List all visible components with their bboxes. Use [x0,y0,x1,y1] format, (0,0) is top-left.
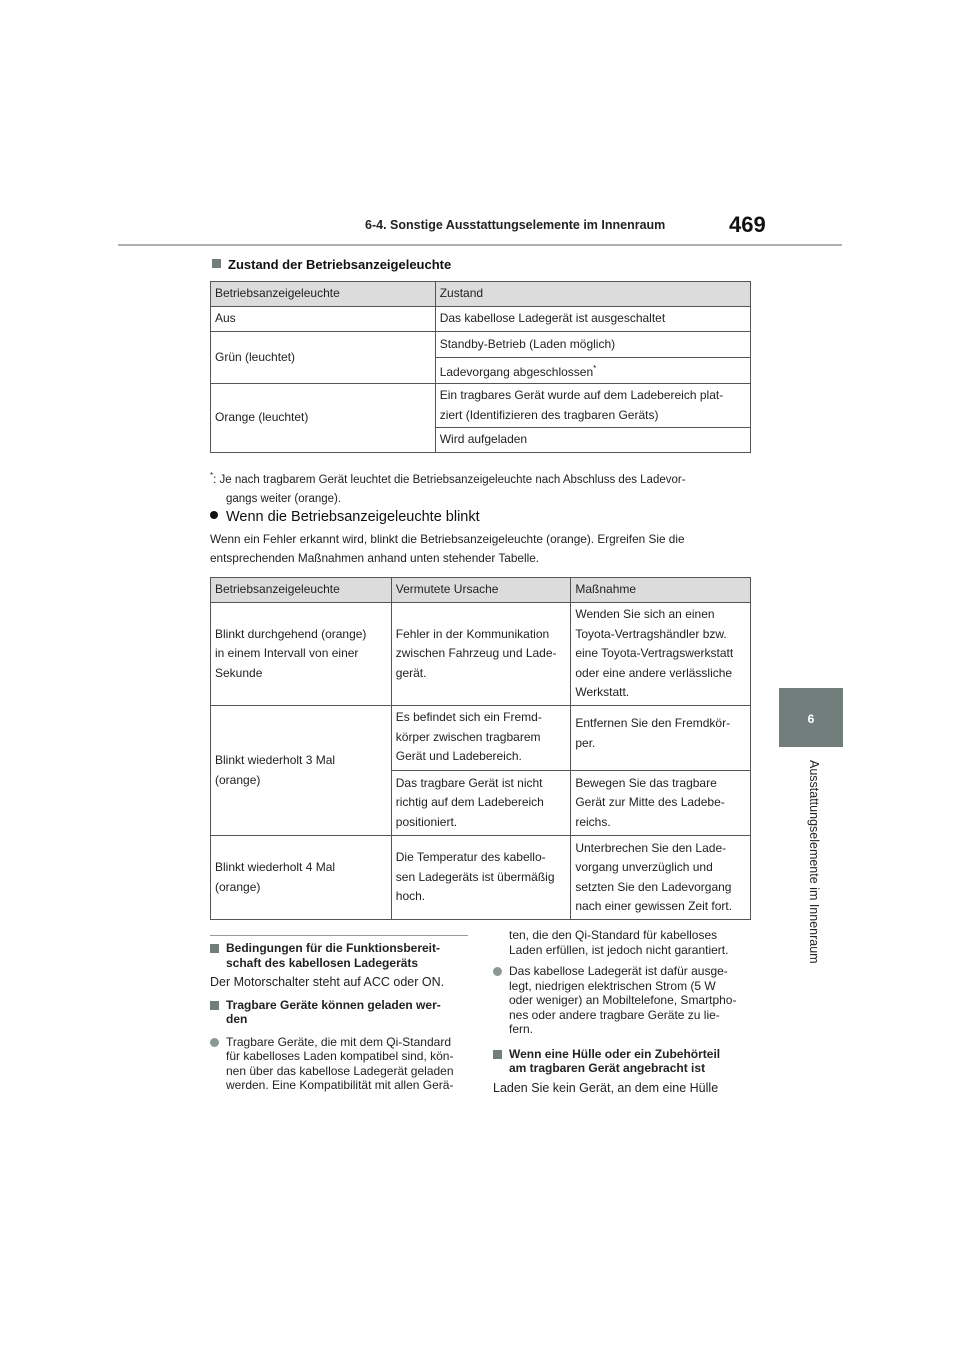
footnote: *: Je nach tragbarem Gerät leuchtet die Betriebsanzeigeleuchte nach Abschluss des Ladevor- gangs weiter (orange). [210,471,686,505]
table-cell: Bewegen Sie das tragbare Gerät zur Mitte des Ladebe- reichs. [571,771,751,836]
table-header-cell: Maßnahme [571,578,751,603]
bullet-item: Tragbare Geräte, die mit dem Qi-Standard für kabelloses Laden kompatibel sind, kön- nen über das kabellose Ladegerät geladen werden. Eine Kompatibilität mit allen Gerä- [210,1035,472,1093]
page-number: 469 [729,212,766,237]
table-cell: Blinkt durchgehend (orange) in einem Intervall von einer Sekunde [211,603,392,706]
table-row [211,384,751,428]
bullet-dot-icon [210,1038,219,1047]
table-cell: Ladevorgang abgeschlossen* [435,358,750,384]
table-cell: Aus [211,307,436,332]
table-cell: Die Temperatur des kabello- sen Ladegeräts ist übermäßig hoch. [391,836,571,920]
chapter-label-text: Ausstattungselemente im Innenraum [807,760,821,964]
table-cell: Orange (leuchtet) [211,384,436,453]
table-row [211,307,751,332]
table-cell: Blinkt wiederholt 4 Mal (orange) [211,836,392,920]
notes-right-column [493,928,755,1095]
square-bullet-icon [493,1050,502,1059]
note-text: Laden Sie kein Gerät, an dem eine Hülle [493,1080,719,1095]
table-cell: Ein tragbares Gerät wurde auf dem Ladebereich plat- ziert (Identifizieren des tragbaren Geräts) [435,384,750,428]
table-cell: Blinkt wiederholt 3 Mal (orange) [211,706,392,836]
section2-intro: Wenn ein Fehler erkannt wird, blinkt die Betriebsanzeigeleuchte (orange). Ergreifen Sie die entsprechenden Maßnahmen anhand unten stehender Tabelle. [210,532,685,565]
table-cell: Unterbrechen Sie den Lade- vorgang unverzüglich und setzten Sie den Ladevorgang nach einer gewissen Zeit fort. [571,836,751,920]
notes-divider [210,935,468,936]
notes-left-column [210,941,472,1093]
table-cell: Das tragbare Gerät ist nicht richtig auf dem Ladebereich positioniert. [391,771,571,836]
table-header-cell: Betriebsanzeigeleuchte [211,282,436,307]
status-table [210,281,751,453]
header-divider [118,244,842,246]
table-cell: Grün (leuchtet) [211,332,436,384]
table-cell: Fehler in der Kommunikation zwischen Fahrzeug und Lade- gerät. [391,603,571,706]
table-cell: Standby-Betrieb (Laden möglich) [435,332,750,358]
bullet-continuation: ten, die den Qi-Standard für kabelloses Laden erfüllen, ist jedoch nicht garantiert. [509,928,729,957]
table-row [211,332,751,358]
table-row [211,603,751,706]
table-header-cell: Zustand [435,282,750,307]
chapter-side-label [804,760,824,1020]
table-row [211,706,751,771]
table-row [211,836,751,920]
table-cell: Wenden Sie sich an einen Toyota-Vertragshändler bzw. eine Toyota-Vertragswerkstatt oder eine andere verlässliche Werkstatt. [571,603,751,706]
section-title: 6-4. Sonstige Ausstattungselemente im Innenraum [365,218,666,232]
table-cell: Wird aufgeladen [435,428,750,453]
bullet-icon [210,511,218,519]
table-header-row [211,282,751,307]
bullet-item: Das kabellose Ladegerät ist dafür ausge- legt, niedrigen elektrischen Strom (5 W oder weniger) an Mobiltelefone, Smartpho- nes oder andere tragbare Geräte zu lie- fern. [493,964,755,1037]
section2-heading: Wenn die Betriebsanzeigeleuchte blinkt [210,509,480,525]
square-bullet-icon [210,944,219,953]
footnote-marker: * [593,363,597,373]
note-heading: Bedingungen für die Funktionsbereit- schaft des kabellosen Ladegeräts [210,941,472,970]
chapter-number: 6 [807,712,815,726]
table-cell: Es befindet sich ein Fremd- körper zwischen tragbarem Gerät und Ladebereich. [391,706,571,771]
note-heading: Tragbare Geräte können geladen wer- den [210,998,472,1027]
blink-table [210,577,751,920]
table-cell: Das kabellose Ladegerät ist ausgeschaltet [435,307,750,332]
table-header-cell: Vermutete Ursache [391,578,571,603]
table-cell: Entfernen Sie den Fremdkör- per. [571,706,751,771]
table-header-cell: Betriebsanzeigeleuchte [211,578,392,603]
note-text: Der Motorschalter steht auf ACC oder ON. [210,975,445,989]
square-bullet-icon [212,259,221,268]
section1-heading: Zustand der Betriebsanzeigeleuchte [212,256,451,274]
square-bullet-icon [210,1001,219,1010]
table-header-row [211,578,751,603]
note-heading: Wenn eine Hülle oder ein Zubehörteil am tragbaren Gerät angebracht ist [493,1047,755,1076]
bullet-dot-icon [493,967,502,976]
